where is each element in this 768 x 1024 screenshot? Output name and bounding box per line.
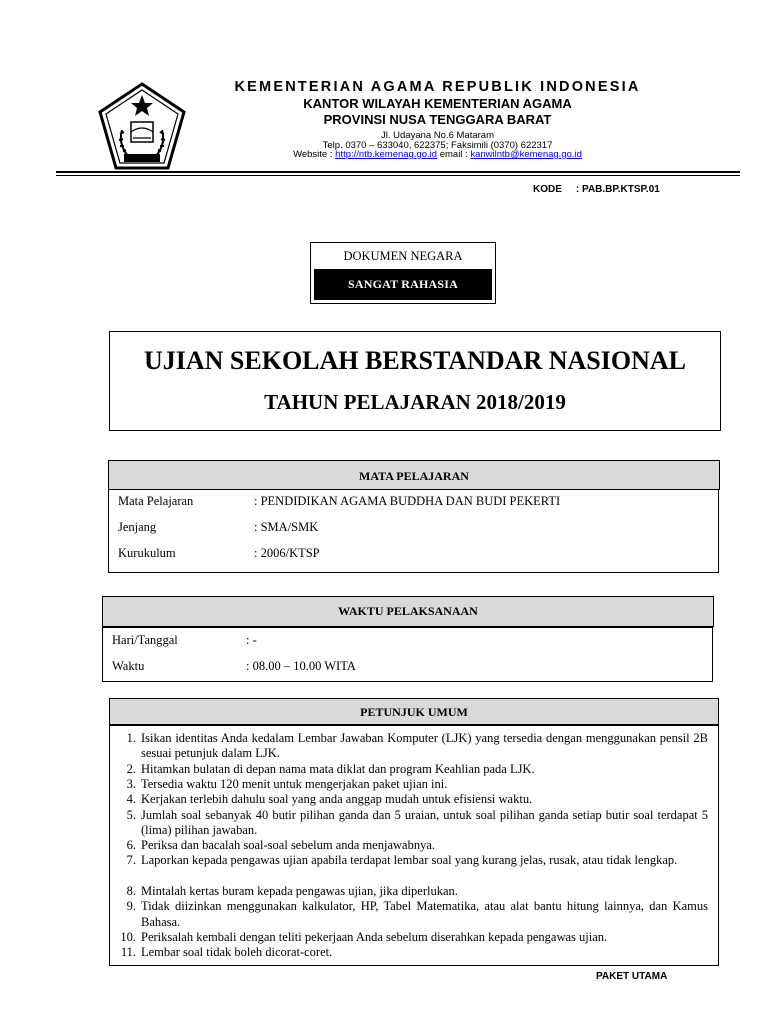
item-number: 2. — [126, 761, 136, 776]
kode-line — [533, 184, 660, 195]
mata-pelajaran-box — [108, 489, 719, 573]
list-item — [117, 777, 708, 792]
academic-year: TAHUN PELAJARAN 2018/2019 — [264, 390, 566, 414]
item-text: Tersedia waktu 120 menit untuk mengerjakan paket ujian ini. — [141, 776, 448, 791]
sangat-rahasia-label: SANGAT RAHASIA — [314, 269, 492, 300]
item-text: Isikan identitas Anda kedalam Lembar Jawaban Komputer (LJK) yang tersedia dengan menggunakan pensil 2B sesuai petunjuk dalam LJK. — [141, 731, 708, 761]
header-rule-thin — [56, 175, 740, 176]
telephone: Telp. 0370 – 633040, 622375; Faksimili (0370) 622317 — [322, 139, 553, 151]
petunjuk-umum-box — [109, 725, 719, 966]
waktu-label: Waktu — [112, 659, 145, 673]
item-number: 1. — [126, 731, 136, 745]
dokumen-negara-label: DOKUMEN NEGARA — [343, 249, 463, 263]
item-number: 4. — [126, 792, 136, 807]
item-text: Jumlah soal sebanyak 40 butir pilihan ganda dan 5 uraian, untuk soal pilihan ganda setiap butir soal terdapat 5 (lima) pilihan jawaban. — [141, 807, 708, 837]
list-item — [117, 945, 708, 960]
list-item — [117, 853, 708, 868]
item-number: 6. — [126, 838, 136, 853]
province-name: PROVINSI NUSA TENGGARA BARAT — [323, 112, 552, 127]
item-number: 8. — [126, 884, 136, 898]
list-item — [117, 808, 708, 839]
list-item — [117, 731, 708, 762]
waktu-pelaksanaan-box — [102, 627, 713, 682]
address: Jl. Udayana No.6 Mataram — [381, 130, 494, 141]
list-item — [117, 762, 708, 777]
list-item — [117, 930, 708, 945]
mapel-label: Mata Pelajaran — [118, 494, 194, 508]
ministry-name: KEMENTERIAN AGAMA REPUBLIK INDONESIA — [234, 79, 641, 95]
item-text: Mintalah kertas buram kepada pengawas ujian, jika diperlukan. — [141, 884, 458, 898]
list-item — [117, 792, 708, 807]
waktu-pelaksanaan-header: WAKTU PELAKSANAAN — [102, 596, 714, 627]
mata-pelajaran-header: MATA PELAJARAN — [108, 460, 720, 490]
item-text: Periksalah kembali dengan teliti pekerjaan Anda sebelum diserahkan kepada pengawas ujian. — [141, 929, 608, 944]
item-text: Laporkan kepada pengawas ujian apabila terdapat lembar soal yang kurang jelas, rusak, atau tidak lengkap. — [141, 853, 678, 868]
kode-label: KODE — [533, 184, 562, 195]
item-text: Hitamkan bulatan di depan nama mata diklat dan program Keahlian pada LJK. — [141, 761, 535, 776]
kurikulum-label: Kurukulum — [118, 546, 176, 560]
email-link[interactable]: kanwilntb@kemenag.go.id — [470, 149, 582, 160]
hari-tanggal-label: Hari/Tanggal — [112, 633, 178, 647]
item-text: Periksa dan bacalah soal-soal sebelum anda menjawabnya. — [141, 838, 435, 853]
kurikulum-value: : 2006/KTSP — [254, 546, 320, 560]
item-text: Tidak diizinkan menggunakan kalkulator, HP, Tabel Matematika, atau alat bantu hitung lainnya, dan Kamus Bahasa. — [141, 899, 708, 929]
title-box — [109, 331, 721, 431]
kode-value: : PAB.BP.KTSP.01 — [575, 184, 660, 195]
website-link[interactable]: http://ntb.kemenag.go.id — [335, 149, 438, 160]
waktu-value: : 08.00 – 10.00 WITA — [246, 659, 356, 673]
mapel-value: : PENDIDIKAN AGAMA BUDDHA DAN BUDI PEKERTI — [254, 494, 561, 508]
item-number: 3. — [126, 776, 136, 791]
office-name: KANTOR WILAYAH KEMENTERIAN AGAMA — [303, 96, 572, 111]
paket-label: PAKET UTAMA — [596, 971, 668, 982]
item-number: 7. — [126, 853, 136, 868]
hari-tanggal-value: : - — [246, 633, 257, 647]
petunjuk-umum-header: PETUNJUK UMUM — [109, 698, 719, 725]
list-item — [117, 884, 708, 899]
item-number: 9. — [126, 899, 136, 914]
header-rule-thick — [56, 171, 740, 173]
list-item — [117, 899, 708, 930]
item-text: Kerjakan terlebih dahulu soal yang anda anggap mudah untuk efisiensi waktu. — [141, 792, 533, 807]
dokumen-negara-box — [310, 242, 496, 304]
item-number: 5. — [126, 807, 136, 822]
website-line — [200, 149, 675, 160]
list-item — [117, 838, 708, 853]
website-label: Website : — [293, 149, 336, 160]
item-number: 10. — [120, 929, 136, 944]
exam-title: UJIAN SEKOLAH BERSTANDAR NASIONAL — [143, 346, 686, 375]
email-label: email : — [437, 149, 471, 160]
item-number: 11. — [120, 945, 136, 960]
jenjang-value: : SMA/SMK — [254, 520, 319, 534]
kemenag-logo — [98, 82, 186, 172]
jenjang-label: Jenjang — [118, 520, 157, 534]
item-text: Lembar soal tidak boleh dicorat-coret. — [141, 945, 333, 960]
